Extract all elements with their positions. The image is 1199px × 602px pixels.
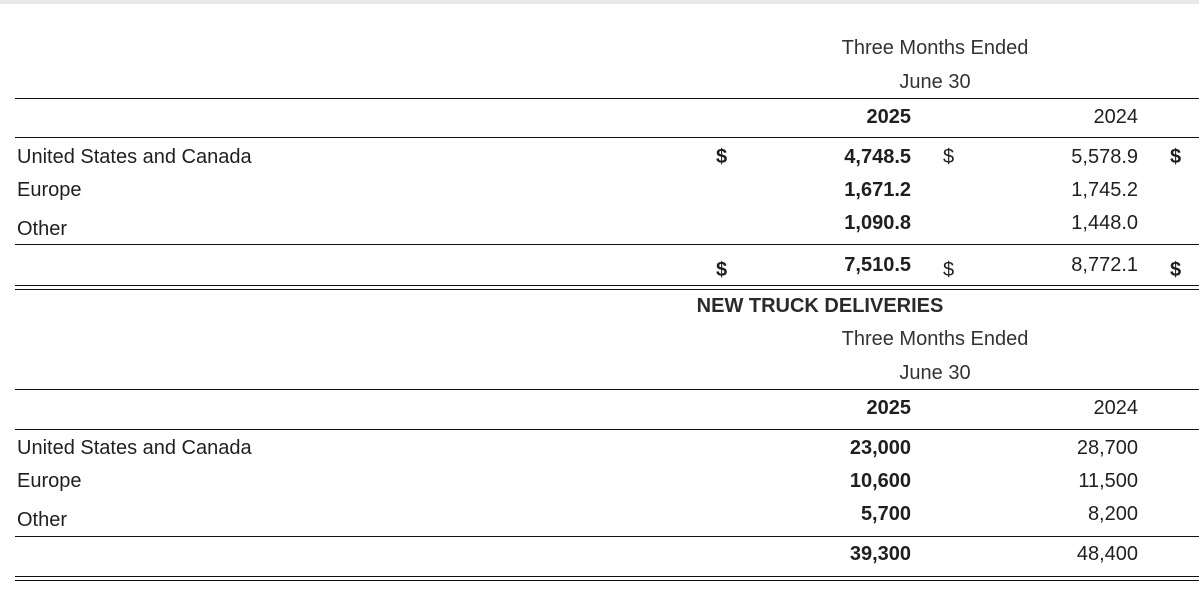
- period-header: Three Months Ended: [841, 328, 1029, 350]
- currency-symbol: $: [716, 146, 728, 168]
- header-rule: [15, 389, 1199, 390]
- row-label: Europe: [17, 179, 82, 201]
- currency-symbol: $: [1170, 259, 1182, 281]
- row-label: Other: [17, 509, 68, 531]
- subtotal-rule: [15, 536, 1199, 537]
- column-header-2024: 2024: [1093, 106, 1138, 128]
- value-2025: 1,090.8: [844, 212, 911, 234]
- currency-symbol: $: [943, 146, 955, 168]
- section-title: NEW TRUCK DELIVERIES: [696, 295, 944, 317]
- value-2024: 1,745.2: [1071, 179, 1138, 201]
- row-label: Other: [17, 218, 68, 240]
- header-rule: [15, 98, 1199, 99]
- value-2025: 4,748.5: [844, 146, 911, 168]
- total-2024: 48,400: [1076, 543, 1138, 565]
- row-label: Europe: [17, 470, 82, 492]
- total-2024: 8,772.1: [1071, 254, 1138, 276]
- column-header-2025: 2025: [866, 106, 911, 128]
- period-subheader: June 30: [899, 71, 971, 93]
- column-header-2025: 2025: [866, 397, 911, 419]
- value-2025: 5,700: [860, 503, 911, 525]
- value-2025: 1,671.2: [844, 179, 911, 201]
- total-2025: 7,510.5: [844, 254, 911, 276]
- column-header-2024: 2024: [1093, 397, 1138, 419]
- value-2024: 5,578.9: [1071, 146, 1138, 168]
- subtotal-rule: [15, 244, 1199, 245]
- column-header-rule: [15, 429, 1199, 430]
- currency-symbol: $: [943, 259, 955, 281]
- currency-symbol: $: [1170, 146, 1182, 168]
- total-double-rule: [15, 576, 1199, 581]
- total-double-rule: [15, 285, 1199, 290]
- value-2024: 1,448.0: [1071, 212, 1138, 234]
- value-2024: 28,700: [1076, 437, 1138, 459]
- value-2025: 10,600: [849, 470, 911, 492]
- total-2025: 39,300: [849, 543, 911, 565]
- value-2025: 23,000: [849, 437, 911, 459]
- top-border: [0, 0, 1199, 4]
- period-header: Three Months Ended: [841, 37, 1029, 59]
- value-2024: 11,500: [1078, 470, 1138, 492]
- value-2024: 8,200: [1087, 503, 1138, 525]
- currency-symbol: $: [716, 259, 728, 281]
- row-label: United States and Canada: [17, 437, 252, 459]
- period-subheader: June 30: [899, 362, 971, 384]
- column-header-rule: [15, 137, 1199, 138]
- row-label: United States and Canada: [17, 146, 252, 168]
